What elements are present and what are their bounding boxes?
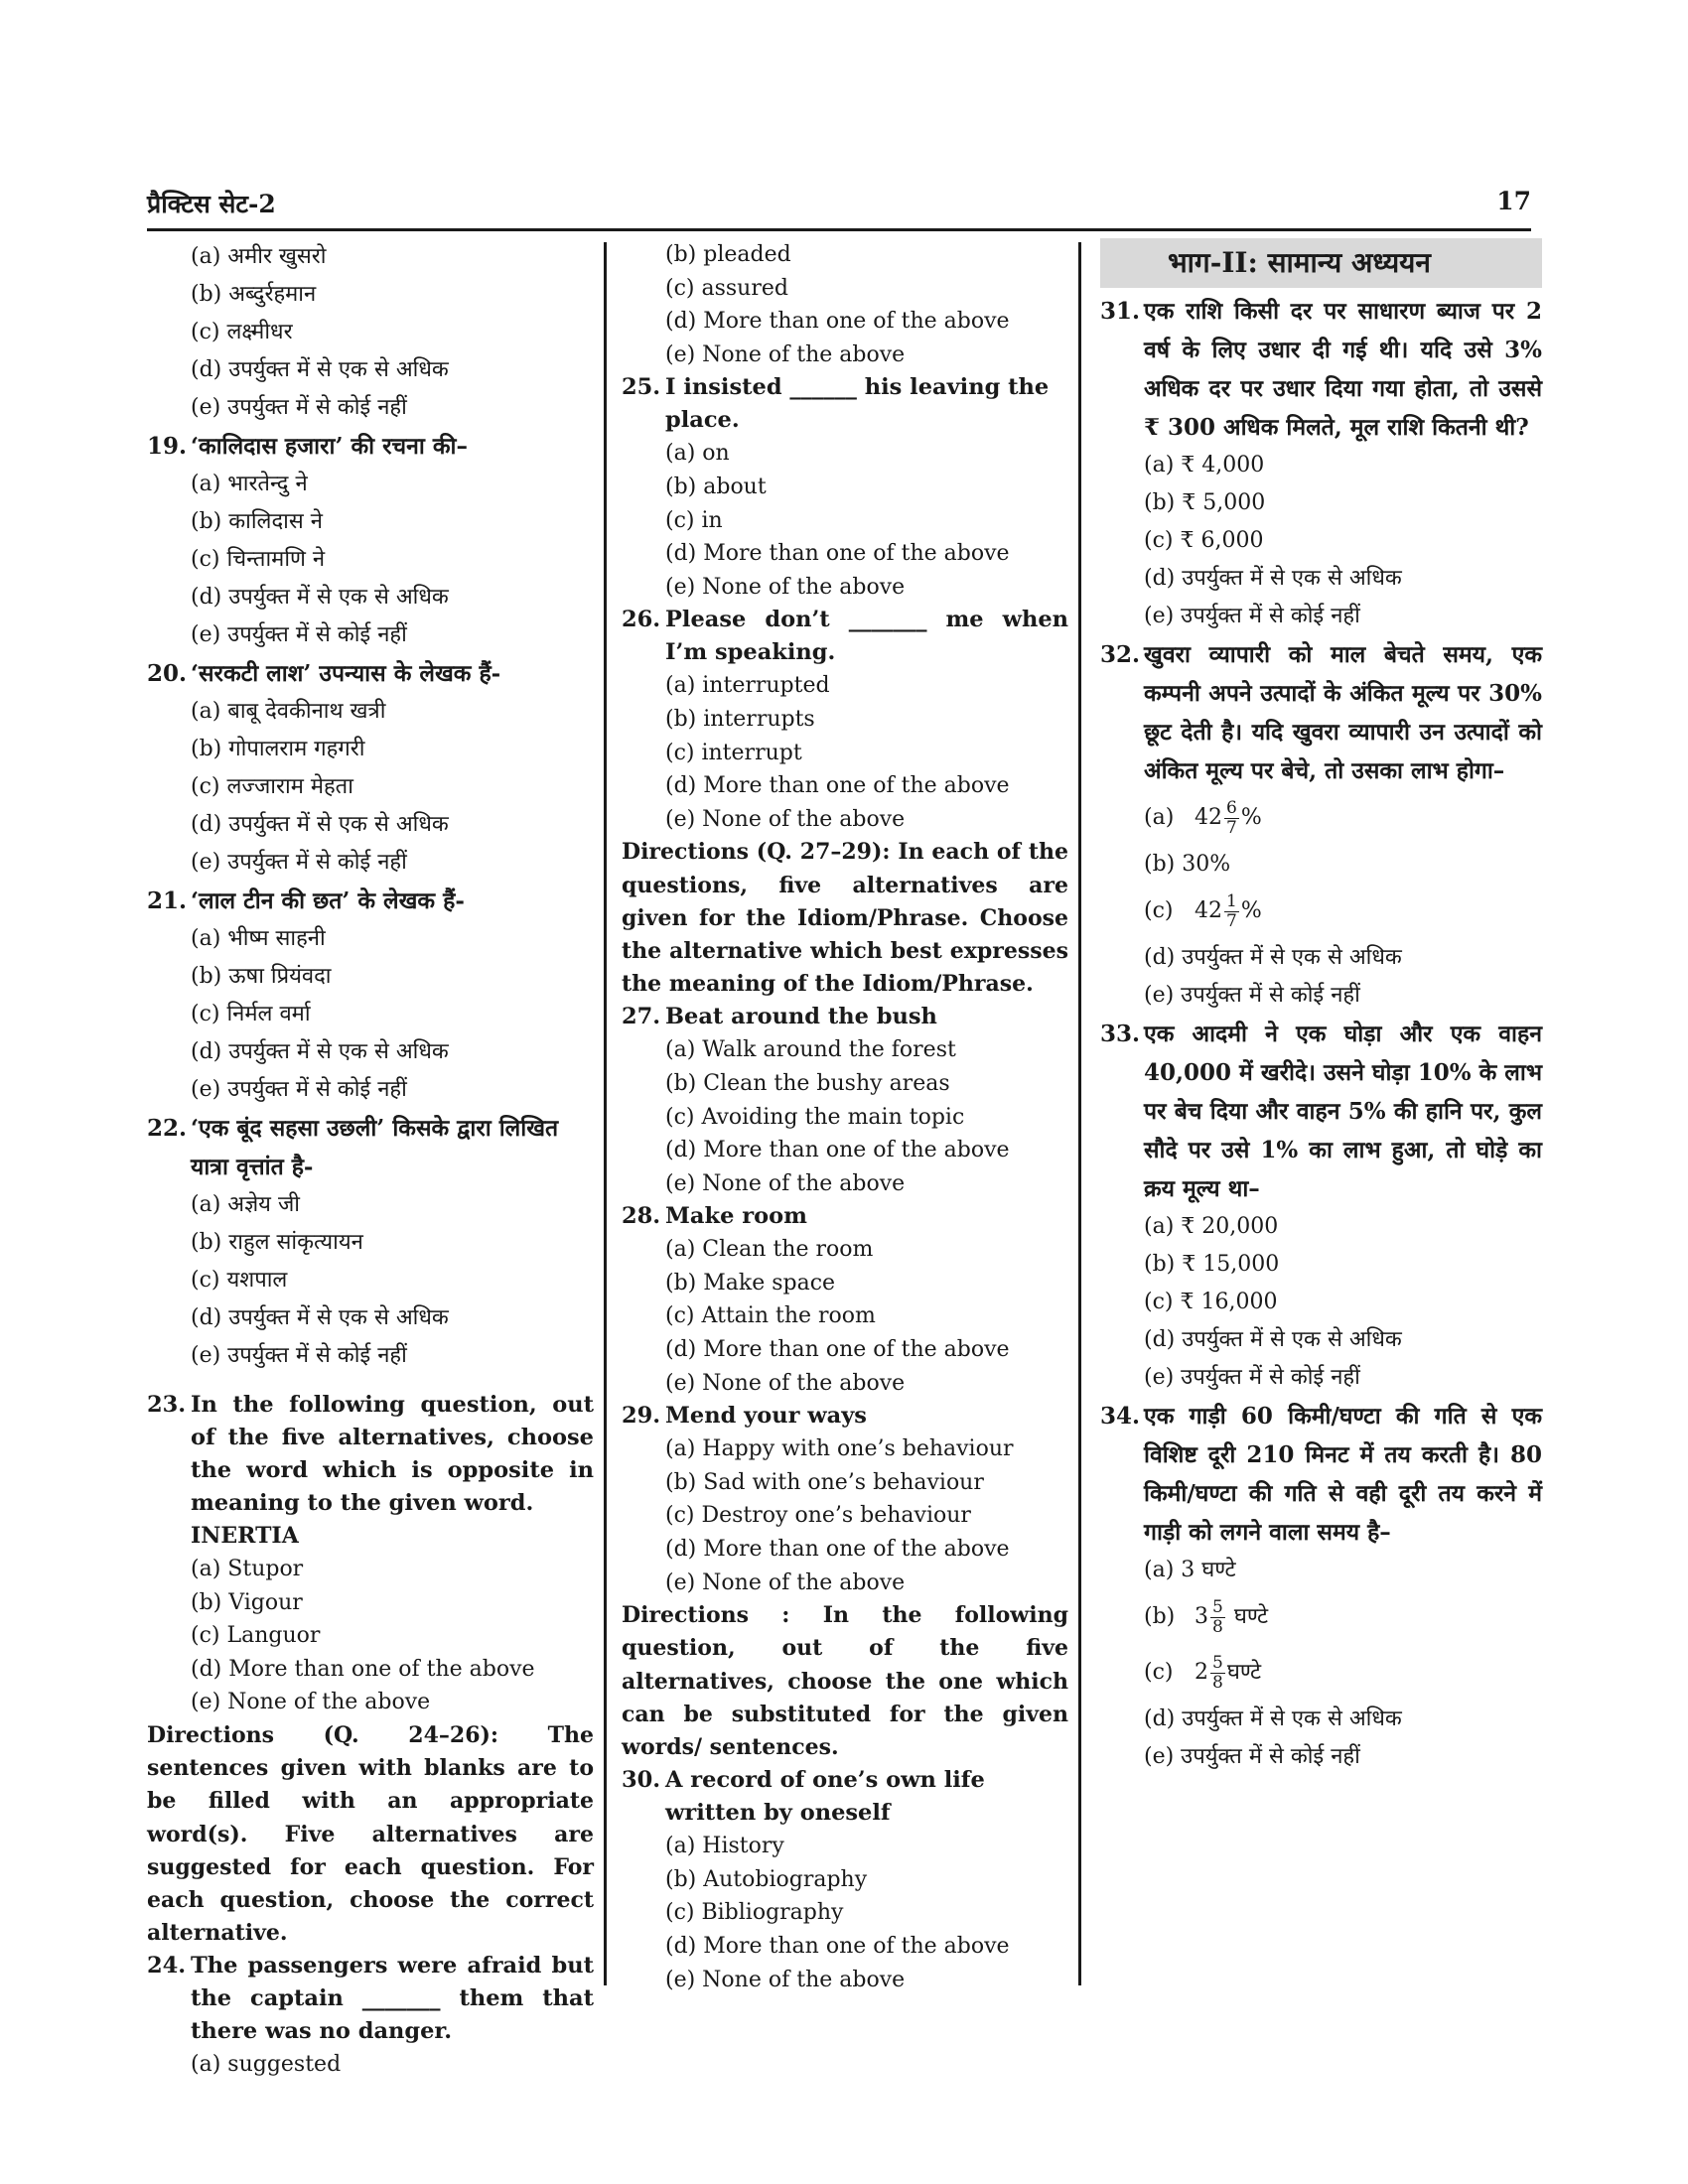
option: (c) in	[665, 507, 723, 533]
option: (e) None of the above	[665, 1967, 906, 1992]
page-header	[147, 187, 1531, 234]
question-number: 25.	[622, 374, 661, 401]
page-number: 17	[1496, 187, 1531, 215]
option: (e) None of the above	[665, 574, 906, 600]
option: (c) interrupt	[665, 740, 802, 765]
question-number: 29.	[622, 1403, 661, 1430]
fraction-whole: 42	[1195, 805, 1222, 830]
column-2	[622, 238, 1068, 1996]
question-19	[147, 427, 594, 654]
question-number: 34.	[1100, 1403, 1141, 1430]
option: (e) None of the above	[665, 341, 906, 367]
question-text: एक राशि किसी दर पर साधारण ब्याज पर 2 वर्ष के लिए उधार दी गई थी। यदि उसे 3% अधिक दर पर उधार दिया गया होता, तो उससे ₹ 300 अधिक मिलते, मूल राशि कितनी थी?	[1144, 298, 1542, 441]
question-20	[147, 654, 594, 882]
page-title: प्रैक्टिस सेट-2	[147, 190, 276, 218]
question-30	[622, 1764, 1068, 1996]
option: (e) None of the above	[665, 1570, 906, 1595]
question-text: ‘सरकटी लाश’ उपन्यास के लेखक हैं-	[191, 660, 501, 687]
fraction-numerator: 5	[1212, 1596, 1223, 1617]
option: (a) Walk around the forest	[665, 1037, 956, 1063]
option: (c) लज्जाराम मेहता	[191, 774, 353, 799]
question-32	[1100, 635, 1542, 1015]
question-text: Mend your ways	[665, 1403, 867, 1430]
option: (a) अज्ञेय जी	[191, 1192, 300, 1217]
fraction-whole: 42	[1195, 898, 1222, 923]
option: (e) उपर्युक्त में से कोई नहीं	[191, 850, 407, 875]
question-number: 24.	[147, 1953, 187, 1979]
question-text: एक आदमी ने एक घोड़ा और एक वाहन 40,000 में खरीदे। उसने घोड़ा 10% के लाभ पर बेच दिया और वाहन 5% की हानि पर, कुल सौदे पर उसे 1% का लाभ हुआ, तो घोड़े का क्रय मूल्य था–	[1144, 1021, 1542, 1202]
fraction-unit: %	[1240, 805, 1262, 830]
options-q18	[147, 238, 594, 427]
option-label: (c)	[1144, 1660, 1174, 1685]
column-3	[1100, 238, 1542, 1776]
question-text: खुवरा व्यापारी को माल बेचते समय, एक कम्पनी अपने उत्पादों के अंकित मूल्य पर 30% छूट देती है। यदि खुवरा व्यापारी उन उत्पादों को अंकित मूल्य पर बेचे, तो उसका लाभ होगा–	[1144, 641, 1542, 784]
option: (d) उपर्युक्त में से एक से अधिक	[191, 812, 449, 837]
fraction-denominator: 7	[1226, 817, 1237, 838]
option: (c) Languor	[191, 1623, 321, 1649]
option: (d) More than one of the above	[665, 1934, 1010, 1960]
question-text: I insisted ______ his leaving the place.	[665, 374, 1050, 434]
question-24	[147, 1950, 594, 2082]
option: (b) Autobiography	[665, 1866, 868, 1892]
fraction-numerator: 6	[1226, 797, 1237, 818]
option: (a) ₹ 20,000	[1144, 1214, 1279, 1239]
option: (d) उपर्युक्त में से एक से अधिक	[1144, 945, 1402, 970]
option: (a) on	[665, 441, 730, 467]
fraction-denominator: 7	[1226, 910, 1237, 931]
option	[1100, 1645, 1542, 1701]
question-number: 31.	[1100, 298, 1141, 325]
option: (b) कालिदास ने	[191, 509, 323, 534]
fraction-numerator: 1	[1226, 890, 1237, 911]
fraction-unit: घण्टे	[1226, 1660, 1262, 1685]
question-number: 19.	[147, 433, 188, 460]
option: (a) अमीर खुसरो	[191, 244, 327, 269]
option-label: (a)	[1144, 805, 1175, 830]
question-31	[1100, 292, 1542, 635]
option: (d) उपर्युक्त में से एक से अधिक	[1144, 1706, 1402, 1731]
option: (d) More than one of the above	[665, 1337, 1010, 1363]
question-text: एक गाड़ी 60 किमी/घण्टा की गति से एक विशिष्ट दूरी 210 मिनट में तय करती है। 80 किमी/घण्टा की गति से वही दूरी तय करने में गाड़ी को लगने वाला समय है–	[1144, 1403, 1542, 1546]
option: (e) None of the above	[665, 806, 906, 832]
option: (a) बाबू देवकीनाथ खत्री	[191, 699, 386, 724]
fraction-denominator: 8	[1212, 1616, 1223, 1637]
question-34	[1100, 1397, 1542, 1776]
column-divider-1	[604, 242, 607, 1985]
fraction-unit: %	[1240, 898, 1262, 923]
option: (c) ₹ 6,000	[1144, 528, 1264, 553]
question-29	[622, 1400, 1068, 1599]
question-text: Beat around the bush	[665, 1004, 937, 1030]
option: (c) ₹ 16,000	[1144, 1290, 1278, 1314]
fraction	[1224, 799, 1239, 838]
option	[1100, 884, 1542, 939]
question-number: 20.	[147, 660, 188, 687]
option: (d) उपर्युक्त में से एक से अधिक	[1144, 1327, 1402, 1352]
option: (a) Stupor	[191, 1557, 304, 1581]
option: (e) उपर्युक्त में से कोई नहीं	[191, 622, 407, 647]
option: (b) Vigour	[191, 1589, 303, 1615]
question-number: 27.	[622, 1004, 661, 1030]
option: (c) निर्मल वर्मा	[191, 1002, 311, 1026]
question-number: 22.	[147, 1115, 188, 1142]
option: (d) उपर्युक्त में से एक से अधिक	[1144, 566, 1402, 591]
question-number: 23.	[147, 1392, 187, 1418]
option: (b) ऊषा प्रियंवदा	[191, 964, 332, 989]
question-25	[622, 371, 1068, 604]
fraction	[1224, 892, 1239, 931]
option: (e) उपर्युक्त में से कोई नहीं	[191, 1077, 407, 1102]
fraction-numerator: 5	[1212, 1652, 1223, 1673]
question-27	[622, 1001, 1068, 1200]
given-word: INERTIA	[191, 1523, 299, 1549]
question-text: Please don’t _______ me when I’m speaking.	[665, 607, 1068, 666]
option: (c) लक्ष्मीधर	[191, 320, 293, 344]
question-number: 33.	[1100, 1021, 1141, 1047]
question-text: ‘एक बूंद सहसा उछली’ किसके द्वारा लिखित यात्रा वृत्तांत है-	[191, 1115, 559, 1180]
question-33	[1100, 1015, 1542, 1397]
section-title: भाग-II: सामान्य अध्ययन	[1100, 238, 1542, 288]
question-number: 21.	[147, 887, 188, 914]
option-label: (c)	[1144, 898, 1174, 923]
option: (e) None of the above	[665, 1370, 906, 1396]
option: (a) 3 घण्टे	[1144, 1558, 1236, 1582]
question-21	[147, 882, 594, 1109]
directions-24-26: Directions (Q. 24–26): The sentences given with blanks are to be filled with an appropriate word(s). Five alternatives are suggested for each question. For each question, choose the correct alternative.	[147, 1721, 594, 1947]
option: (a) Happy with one’s behaviour	[665, 1436, 1014, 1462]
option: (e) उपर्युक्त में से कोई नहीं	[191, 1343, 407, 1368]
option: (b) अब्दुर्रहमान	[191, 282, 317, 307]
directions-27-29: Directions (Q. 27–29): In each of the questions, five alternatives are given for the Idiom/Phrase. Choose the alternative which best expresses the meaning of the Idiom/Phrase.	[622, 839, 1068, 998]
option: (e) उपर्युक्त में से कोई नहीं	[1144, 1365, 1360, 1390]
fraction	[1210, 1654, 1225, 1693]
question-number: 32.	[1100, 641, 1141, 668]
question-28	[622, 1200, 1068, 1400]
fraction-unit: घण्टे	[1233, 1604, 1269, 1629]
option: (a) interrupted	[665, 673, 830, 699]
fraction	[1210, 1598, 1225, 1637]
option: (a) ₹ 4,000	[1144, 453, 1265, 478]
option	[1100, 790, 1542, 846]
option: (b) 30%	[1144, 852, 1231, 877]
option: (d) उपर्युक्त में से एक से अधिक	[191, 1039, 449, 1064]
question-text: The passengers were afraid but the captain _______ them that there was no danger.	[191, 1953, 594, 2045]
option: (e) उपर्युक्त में से कोई नहीं	[191, 395, 407, 420]
option: (e) उपर्युक्त में से कोई नहीं	[1144, 604, 1360, 628]
question-number: 30.	[622, 1767, 661, 1794]
option: (d) उपर्युक्त में से एक से अधिक	[191, 357, 449, 382]
option: (b) Clean the bushy areas	[665, 1070, 950, 1096]
option: (c) Bibliography	[665, 1900, 844, 1926]
directions-30: Directions : In the following question, out of the five alternatives, choose the one which can be substituted for the given words/ sentences.	[622, 1602, 1068, 1761]
option: (c) Destroy one’s behaviour	[665, 1503, 971, 1529]
question-26	[622, 604, 1068, 836]
option: (c) चिन्तामणि ने	[191, 547, 326, 572]
header-rule	[147, 228, 1531, 231]
option: (b) ₹ 15,000	[1144, 1252, 1280, 1277]
question-text: In the following question, out of the five alternatives, choose the word which is opposite in meaning to the given word.	[191, 1392, 594, 1516]
option: (a) Clean the room	[665, 1237, 874, 1263]
question-23	[147, 1389, 594, 1719]
option: (e) उपर्युक्त में से कोई नहीं	[1144, 1744, 1360, 1769]
question-text: A record of one’s own life written by oneself	[665, 1767, 985, 1827]
option: (a) suggested	[191, 2052, 342, 2078]
fraction-whole: 3	[1195, 1604, 1208, 1629]
option: (d) More than one of the above	[191, 1656, 535, 1682]
question-number: 28.	[622, 1203, 661, 1230]
option: (e) None of the above	[665, 1170, 906, 1196]
option: (b) about	[665, 474, 767, 499]
option: (d) More than one of the above	[665, 1537, 1010, 1563]
option: (d) More than one of the above	[665, 1138, 1010, 1163]
option: (d) More than one of the above	[665, 541, 1010, 567]
fraction-denominator: 8	[1212, 1672, 1223, 1693]
option: (b) राहुल सांकृत्यायन	[191, 1230, 363, 1255]
options-q24-continued	[622, 238, 1068, 371]
option: (b) Make space	[665, 1270, 836, 1296]
column-1	[147, 238, 594, 2082]
option: (e) None of the above	[191, 1690, 431, 1715]
option: (d) More than one of the above	[665, 773, 1010, 799]
option: (c) Avoiding the main topic	[665, 1104, 965, 1130]
option: (d) More than one of the above	[665, 309, 1010, 335]
question-22	[147, 1109, 594, 1375]
question-text: ‘लाल टीन की छत’ के लेखक हैं-	[191, 887, 465, 914]
option: (a) भीष्म साहनी	[191, 926, 326, 951]
column-divider-2	[1078, 242, 1081, 1985]
option: (c) assured	[665, 275, 788, 301]
option: (b) ₹ 5,000	[1144, 490, 1266, 515]
option: (a) भारतेन्दु ने	[191, 472, 308, 496]
question-text: ‘कालिदास हजारा’ की रचना की–	[191, 433, 469, 460]
option: (c) Attain the room	[665, 1303, 876, 1329]
fraction-whole: 2	[1195, 1660, 1208, 1685]
question-number: 26.	[622, 607, 661, 633]
option: (b) Sad with one’s behaviour	[665, 1469, 984, 1495]
option	[1100, 1589, 1542, 1645]
option: (b) pleaded	[665, 242, 791, 267]
question-text: Make room	[665, 1203, 807, 1230]
option: (e) उपर्युक्त में से कोई नहीं	[1144, 983, 1360, 1008]
option: (b) गोपालराम गहगरी	[191, 737, 365, 761]
option: (d) उपर्युक्त में से एक से अधिक	[191, 585, 449, 610]
option-label: (b)	[1144, 1604, 1176, 1629]
option: (c) यशपाल	[191, 1268, 288, 1293]
option: (d) उपर्युक्त में से एक से अधिक	[191, 1305, 449, 1330]
option: (a) History	[665, 1834, 784, 1859]
option: (b) interrupts	[665, 706, 815, 732]
